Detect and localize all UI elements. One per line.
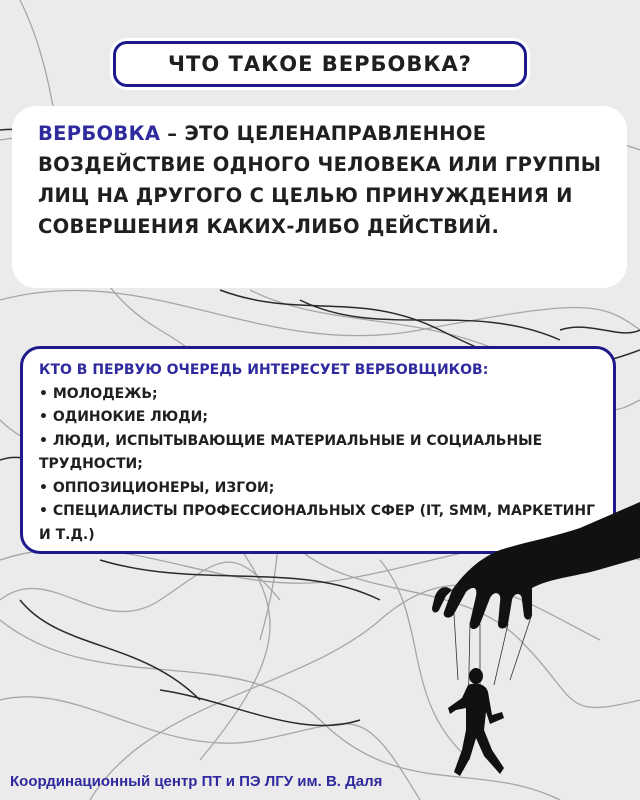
- list-item: • ОДИНОКИЕ ЛЮДИ;: [39, 406, 595, 430]
- target-list-heading: КТО В ПЕРВУЮ ОЧЕРЕДЬ ИНТЕРЕСУЕТ ВЕРБОВЩИКОВ:: [39, 362, 489, 378]
- footer-credit: Координационный центр ПТ и ПЭ ЛГУ им. В. Даля: [10, 773, 383, 790]
- list-item: • МОЛОДЕЖЬ;: [39, 383, 595, 407]
- definition-card: [12, 106, 627, 288]
- puppeteer-hand-icon: [430, 480, 640, 800]
- definition-text: – ЭТО ЦЕЛЕНАПРАВЛЕННОЕ ВОЗДЕЙСТВИЕ ОДНОГО ЧЕЛОВЕКА ИЛИ ГРУППЫ ЛИЦ НА ДРУГОГО С ЦЕЛЬЮ ПРИНУЖДЕНИЯ И СОВЕРШЕНИЯ КАКИХ-ЛИБО ДЕЙСТВИЙ.: [38, 122, 602, 238]
- definition-term: ВЕРБОВКА: [38, 122, 161, 145]
- list-item: • ЛЮДИ, ИСПЫТЫВАЮЩИЕ МАТЕРИАЛЬНЫЕ И СОЦИАЛЬНЫЕ ТРУДНОСТИ;: [39, 430, 595, 477]
- list-item: • СПЕЦИАЛИСТЫ ПРОФЕССИОНАЛЬНЫХ СФЕР (IT, SMM, МАРКЕТИНГ И Т.Д.): [39, 500, 595, 547]
- page-title: ЧТО ТАКОЕ ВЕРБОВКА?: [113, 41, 527, 87]
- list-item: • ОППОЗИЦИОНЕРЫ, ИЗГОИ;: [39, 477, 595, 501]
